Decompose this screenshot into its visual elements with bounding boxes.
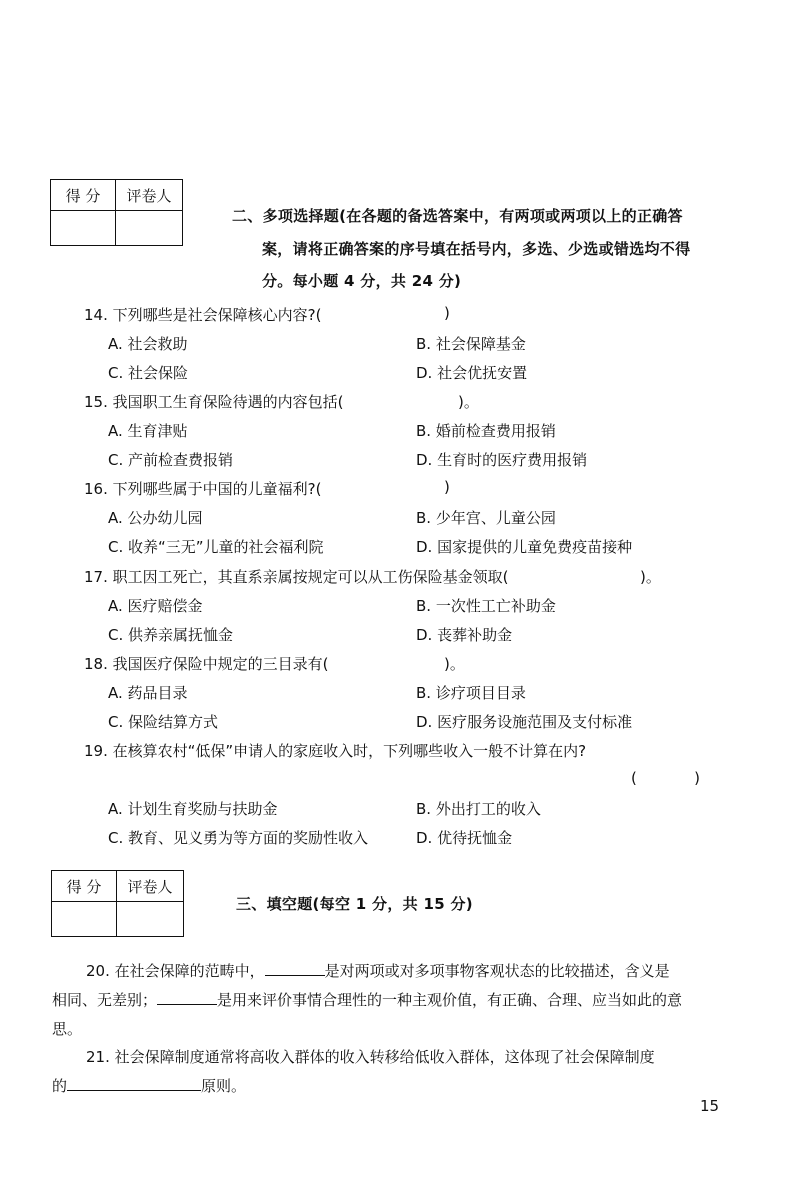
question-20-line2 bbox=[52, 989, 682, 1010]
grader-cell[interactable] bbox=[117, 902, 184, 937]
grader-label: 评卷人 bbox=[116, 180, 183, 211]
q14-option-c: C. 社会保险 bbox=[108, 364, 189, 382]
q16-close: ) bbox=[444, 478, 450, 496]
question-21-line1: 21. 社会保障制度通常将高收入群体的收入转移给低收入群体，这体现了社会保障制度 bbox=[86, 1048, 655, 1066]
q21-text-a: 的 bbox=[52, 1077, 68, 1095]
q21-blank[interactable] bbox=[67, 1076, 201, 1091]
page-number: 15 bbox=[700, 1097, 720, 1115]
q16-option-c: C. 收养“三无”儿童的社会福利院 bbox=[108, 538, 324, 556]
q20-text-c: 相同、无差别； bbox=[52, 991, 158, 1009]
section2-title-line1: 二、多项选择题(在各题的备选答案中，有两项或两项以上的正确答 bbox=[232, 207, 683, 225]
section2-title-line2: 案，请将正确答案的序号填在括号内，多选、少选或错选均不得 bbox=[262, 240, 691, 258]
q19-option-b: B. 外出打工的收入 bbox=[416, 800, 541, 818]
q15-option-b: B. 婚前检查费用报销 bbox=[416, 422, 556, 440]
q15-option-d: D. 生育时的医疗费用报销 bbox=[416, 451, 588, 469]
q17-option-b: B. 一次性工亡补助金 bbox=[416, 597, 556, 615]
question-20-line1 bbox=[86, 960, 670, 981]
q15-option-a: A. 生育津贴 bbox=[108, 422, 188, 440]
section3-title: 三、填空题(每空 1 分，共 15 分) bbox=[236, 895, 473, 913]
question-17: 17. 职工因工死亡，其直系亲属按规定可以从工伤保险基金领取( bbox=[84, 568, 509, 586]
q16-option-a: A. 公办幼儿园 bbox=[108, 509, 203, 527]
q17-option-d: D. 丧葬补助金 bbox=[416, 626, 513, 644]
score-cell[interactable] bbox=[51, 211, 116, 246]
q17-close: )。 bbox=[640, 568, 661, 586]
q16-option-d: D. 国家提供的儿童免费疫苗接种 bbox=[416, 538, 633, 556]
question-20-line3: 思。 bbox=[52, 1020, 83, 1038]
q17-option-a: A. 医疗赔偿金 bbox=[108, 597, 203, 615]
question-16: 16. 下列哪些属于中国的儿童福利?( bbox=[84, 480, 322, 498]
grader-cell[interactable] bbox=[116, 211, 183, 246]
section2-title-line3: 分。每小题 4 分，共 24 分) bbox=[262, 272, 462, 290]
q17-option-c: C. 供养亲属抚恤金 bbox=[108, 626, 234, 644]
score-box-section2 bbox=[50, 179, 183, 246]
q20-text-a: 20. 在社会保障的范畴中， bbox=[86, 962, 265, 980]
q18-option-d: D. 医疗服务设施范围及支付标准 bbox=[416, 713, 633, 731]
q18-close: )。 bbox=[444, 655, 465, 673]
score-box-section3 bbox=[51, 870, 184, 937]
q14-option-a: A. 社会救助 bbox=[108, 335, 188, 353]
q19-option-d: D. 优待抚恤金 bbox=[416, 829, 513, 847]
score-cell[interactable] bbox=[52, 902, 117, 937]
question-21-line2 bbox=[52, 1075, 246, 1096]
q19-close: ( ) bbox=[631, 769, 700, 787]
q16-option-b: B. 少年宫、儿童公园 bbox=[416, 509, 556, 527]
q14-option-d: D. 社会优抚安置 bbox=[416, 364, 528, 382]
grader-label: 评卷人 bbox=[117, 871, 184, 902]
q20-text-b: 是对两项或对多项事物客观状态的比较描述，含义是 bbox=[324, 962, 670, 980]
q20-blank-1[interactable] bbox=[265, 961, 325, 976]
score-label: 得 分 bbox=[51, 180, 116, 211]
question-15: 15. 我国职工生育保险待遇的内容包括( bbox=[84, 393, 344, 411]
q20-text-d: 是用来评价事情合理性的一种主观价值，有正确、合理、应当如此的意 bbox=[217, 991, 683, 1009]
q18-option-b: B. 诊疗项目目录 bbox=[416, 684, 526, 702]
q20-blank-2[interactable] bbox=[157, 990, 217, 1005]
q14-option-b: B. 社会保障基金 bbox=[416, 335, 526, 353]
question-14: 14. 下列哪些是社会保障核心内容?( bbox=[84, 306, 322, 324]
question-18: 18. 我国医疗保险中规定的三目录有( bbox=[84, 655, 329, 673]
q15-close: )。 bbox=[458, 393, 479, 411]
q21-text-b: 原则。 bbox=[201, 1077, 247, 1095]
score-label: 得 分 bbox=[52, 871, 117, 902]
q19-option-c: C. 教育、见义勇为等方面的奖励性收入 bbox=[108, 829, 369, 847]
q19-option-a: A. 计划生育奖励与扶助金 bbox=[108, 800, 278, 818]
question-19: 19. 在核算农村“低保”申请人的家庭收入时，下列哪些收入一般不计算在内? bbox=[84, 742, 587, 760]
q14-close: ) bbox=[444, 304, 450, 322]
q18-option-c: C. 保险结算方式 bbox=[108, 713, 219, 731]
q18-option-a: A. 药品目录 bbox=[108, 684, 188, 702]
q15-option-c: C. 产前检查费报销 bbox=[108, 451, 234, 469]
